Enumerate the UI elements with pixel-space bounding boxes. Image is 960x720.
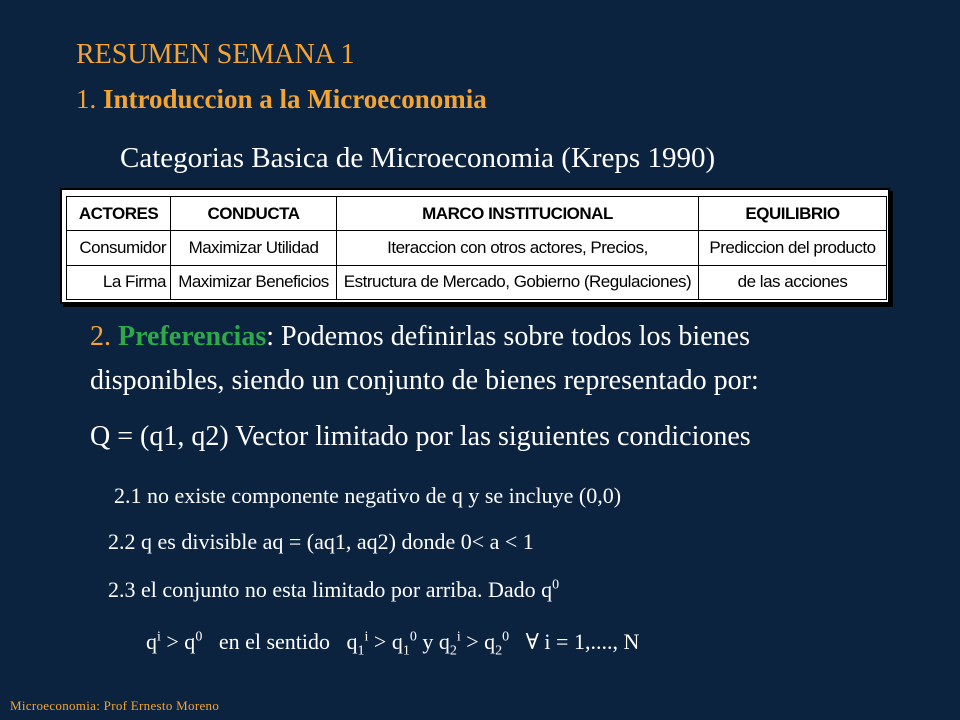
cell-actor: Consumidor [67,231,171,265]
index-range: i = 1,...., N [538,629,640,654]
q-gt: > q [160,629,196,654]
header-equilibrio: EQUILIBRIO [699,197,887,231]
cell-conducta: Maximizar Beneficios [171,265,337,299]
slide-title: RESUMEN SEMANA 1 [76,39,355,70]
table-header-row [67,197,887,231]
cell-marco: Estructura de Mercado, Gobierno (Regulaciones) [337,265,699,299]
preferences-keyword: Preferencias [118,321,267,352]
q20-sub: 2 [495,643,503,659]
condition-2-3-sup: 0 [552,577,560,593]
q2-sup: i [456,629,461,645]
dominance-condition [146,628,640,659]
q-sup-i: i [157,629,161,645]
section1-heading [76,82,487,116]
cell-actor: La Firma [67,265,171,299]
q-sup-0: 0 [195,629,203,645]
cell-conducta: Maximizar Utilidad [171,231,337,265]
q1-sub: 1 [357,643,365,659]
condition-2-1: 2.1 no existe componente negativo de q y se incluye (0,0) [114,483,622,508]
q1-sup: i [364,629,369,645]
gt2: > q [460,629,496,654]
q-mid-text: en el sentido [218,629,331,654]
header-actores: ACTORES [67,197,171,231]
table-row [67,231,887,265]
categories-table-frame [60,188,890,304]
condition-2-2: 2.2 q es divisible aq = (aq1, aq2) donde 0< a < 1 [108,529,534,554]
table-caption: Categorias Basica de Microeconomia (Kreps 1990) [120,142,716,174]
preferences-number: 2. [90,321,111,352]
q1: q [346,629,358,654]
header-conducta: CONDUCTA [171,197,337,231]
q20-sup: 0 [502,629,510,645]
and-q2: y q [416,629,450,654]
forall-symbol: ∀ [525,629,539,654]
q10-sub: 1 [402,643,410,659]
q-base: q [146,629,157,654]
cell-marco: Iteraccion con otros actores, Precios, [337,231,699,265]
preferences-line1 [90,320,750,354]
cell-equilibrio: Prediccion del producto [699,231,887,265]
preferences-line1-text: : Podemos definirlas sobre todos los bienes [266,321,750,352]
preferences-line2: disponibles, siendo un conjunto de bienes representado por: [90,365,759,396]
categories-table [66,196,887,300]
gt1: > q [368,629,403,654]
cell-equilibrio: de las acciones [699,265,887,299]
section1-number: 1. [76,84,97,114]
section1-title: Introduccion a la Microeconomia [103,84,487,114]
footer-credit: Microeconomia: Prof Ernesto Moreno [10,698,220,713]
vector-definition: Q = (q1, q2) Vector limitado por las siguientes condiciones [90,421,751,452]
condition-2-3-text: 2.3 el conjunto no esta limitado por arriba. Dado q [108,577,553,602]
condition-2-3 [108,576,559,604]
header-marco-institucional: MARCO INSTITUCIONAL [337,197,699,231]
q2-sub: 2 [449,643,457,659]
table-row [67,265,887,299]
q10-sup: 0 [409,629,417,645]
